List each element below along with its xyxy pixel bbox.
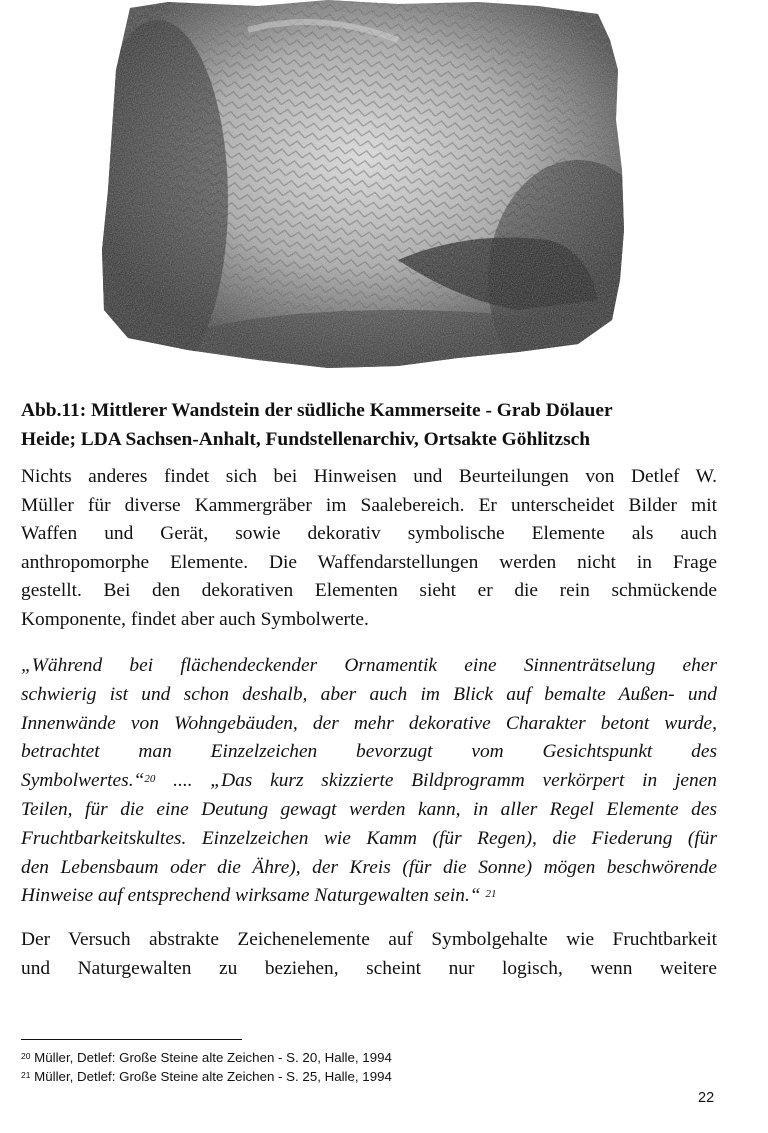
page-number: 22: [698, 1090, 715, 1106]
figure-caption: [21, 396, 721, 454]
paragraph-line: gestellt. Bei den dekorativen Elementen sieht er die rein schmückende: [21, 580, 717, 602]
footnote-text: Müller, Detlef: Große Steine alte Zeichen - S. 25, Halle, 1994: [30, 1069, 392, 1084]
footnote: [21, 1049, 392, 1066]
paragraph-line: Müller für diverse Kammergräber im Saalebereich. Er unterscheidet Bilder mit: [21, 494, 717, 516]
quote-line: Fruchtbarkeitskultes. Einzelzeichen wie Kamm (für Regen), die Fiederung (für: [21, 827, 717, 849]
quote-text: Hinweise auf entsprechend wirksame Naturgewalten sein.“: [21, 885, 486, 907]
footnote-mark: 21: [21, 1070, 31, 1080]
quote-line: [21, 767, 717, 796]
quote-line: „Während bei flächendeckender Ornamentik eine Sinnenträtselung eher: [21, 655, 717, 676]
paragraph-line: Waffen und Gerät, sowie dekorativ symbolische Elemente als auch: [21, 523, 717, 545]
footnote-divider: [21, 1039, 242, 1040]
body-paragraph: [21, 926, 717, 983]
quote-line: betrachtet man Einzelzeichen bevorzugt vom Gesichtspunkt des: [21, 741, 717, 763]
paragraph-line: Der Versuch abstrakte Zeichenelemente auf Symbolgehalte wie Fruchtbarkeit: [21, 929, 717, 950]
caption-line: Abb.11: Mittlerer Wandstein der südliche Kammerseite - Grab Dölauer: [21, 400, 613, 421]
quote-line: [21, 882, 717, 911]
footnote-text: Müller, Detlef: Große Steine alte Zeichen - S. 20, Halle, 1994: [30, 1050, 392, 1065]
wall-stone-photo: [98, 0, 630, 372]
quote-line: Innenwände von Wohngebäuden, der mehr dekorative Charakter betont wurde,: [21, 712, 717, 734]
quote-text: Symbolwertes.“: [21, 770, 145, 792]
quote-text: .... „Das kurz skizzierte Bildprogramm verkörpert in jenen: [155, 770, 717, 792]
footnote-ref-20[interactable]: 20: [144, 773, 156, 786]
footnote-mark: 20: [21, 1051, 31, 1061]
body-paragraph: [21, 463, 717, 635]
paragraph-line: Komponente, findet aber auch Symbolwerte.: [21, 608, 369, 630]
quote-line: den Lebensbaum oder die Ähre), der Kreis (für die Sonne) mögen beschwörende: [21, 856, 717, 878]
block-quote: [21, 652, 717, 911]
quote-line: Teilen, für die eine Deutung gewagt werden kann, in aller Regel Elemente des: [21, 798, 717, 820]
paragraph-line: anthropomorphe Elemente. Die Waffendarstellungen werden nicht in Frage: [21, 551, 717, 573]
footnote: [21, 1068, 392, 1085]
caption-line: Heide; LDA Sachsen-Anhalt, Fundstellenarchiv, Ortsakte Göhlitzsch: [21, 429, 591, 450]
paragraph-line: Nichts anderes findet sich bei Hinweisen und Beurteilungen von Detlef W.: [21, 466, 717, 487]
paragraph-line: und Naturgewalten zu beziehen, scheint nur logisch, wenn weitere: [21, 957, 717, 979]
quote-line: schwierig ist und schon deshalb, aber auch im Blick auf bemalte Außen- und: [21, 683, 717, 705]
footnote-ref-21[interactable]: 21: [485, 888, 497, 901]
